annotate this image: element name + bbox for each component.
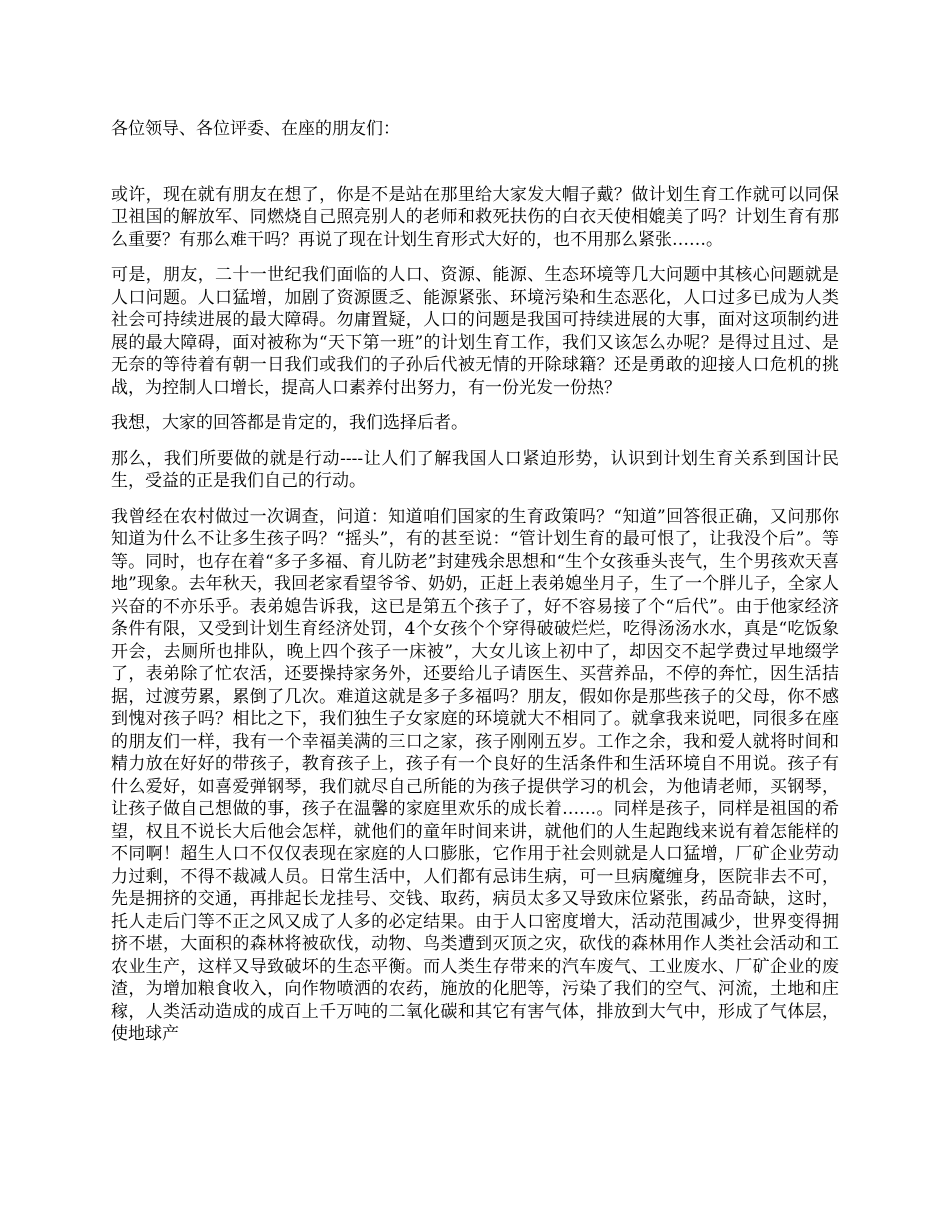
paragraph-1: 或许，现在就有朋友在想了，你是不是站在那里给大家发大帽子戴？做计划生育工作就可以同保卫祖国的解放军、同燃烧自己照亮别人的老师和救死扶伤的白衣天使相媲美了吗？计划生育有那么重要？有那么难干吗？再说了现在计划生育形式大好的，也不用那么紧张……。: [111, 184, 839, 250]
paragraph-2: 可是，朋友，二十一世纪我们面临的人口、资源、能源、生态环境等几大问题中其核心问题就是人口问题。人口猛增，加剧了资源匮乏、能源紧张、环境污染和生态恶化，人口过多已成为人类社会可持续进展的最大障碍。勿庸置疑，人口的问题是我国可持续进展的大事，面对这项制约进展的最大障碍，面对被称为“天下第一班”的计划生育工作，我们又该怎么办呢？是得过且过、是无奈的等待着有朝一日我们或我们的子孙后代被无情的开除球籍？还是勇敢的迎接人口危机的挑战，为控制人口增长，提高人口素养付出努力，有一份光发一份热？: [111, 265, 839, 398]
greeting: 各位领导、各位评委、在座的朋友们：: [111, 119, 400, 139]
document-page: [111, 118, 839, 1059]
paragraph-4: 那么，我们所要做的就是行动----让人们了解我国人口紧迫形势，认识到计划生育关系到国计民生，受益的正是我们自己的行动。: [111, 448, 839, 491]
paragraph-3: 我想，大家的回答都是肯定的，我们选择后者。: [111, 413, 468, 433]
paragraph-5: 我曾经在农村做过一次调查，问道：知道咱们国家的生育政策吗？“知道”回答很正确，又问那你知道为什么不让多生孩子吗？“摇头”，有的甚至说：“管计划生育的最可恨了，让我没个后”。等等。同时，也存在着“多子多福、育儿防老”封建残余思想和“生个女孩垂头丧气，生个男孩欢天喜地”现象。去年秋天，我回老家看望爷爷、奶奶，正赶上表弟媳坐月子，生了一个胖儿子，全家人兴奋的不亦乐乎。表弟媳告诉我，这已是第五个孩子了，好不容易接了个“后代”。由于他家经济条件有限，又受到计划生育经济处罚，4个女孩个个穿得破破烂烂，吃得汤汤水水，真是“吃饭象开会，去厕所也排队，晚上四个孩子一床被”，大女儿该上初中了，却因交不起学费过早地缀学了，表弟除了忙农活，还要操持家务外，还要给儿子请医生、买营养品，不停的奔忙，因生活拮据，过渡劳累，累倒了几次。难道这就是多子多福吗？朋友，假如你是那些孩子的父母，你不感到愧对孩子吗？相比之下，我们独生子女家庭的环境就大不相同了。就拿我来说吧，同很多在座的朋友们一样，我有一个幸福美满的三口之家，孩子刚刚五岁。工作之余，我和爱人就将时间和精力放在好好的带孩子，教育孩子上，孩子有一个良好的生活条件和生活环境自不用说。孩子有什么爱好，如喜爱弹钢琴，我们就尽自己所能的为孩子提供学习的机会，为他请老师，买钢琴，让孩子做自己想做的事，孩子在温馨的家庭里欢乐的成长着……。同样是孩子，同样是祖国的希望，权且不说长大后他会怎样，就他们的童年时间来讲，就他们的人生起跑线来说有着怎能样的不同啊！超生人口不仅仅表现在家庭的人口膨胀，它作用于社会则就是人口猛增，厂矿企业劳动力过剩，不得不裁减人员。日常生活中，人们都有忌讳生病，可一旦病魔缠身，医院非去不可，先是拥挤的交通，再排起长龙挂号、交钱、取药，病员太多又导致床位紧张，药品奇缺，这时，托人走后门等不正之风又成了人多的必定结果。由于人口密度增大，活动范围减少，世界变得拥挤不堪，大面积的森林将被砍伐，动物、鸟类遭到灭顶之灾，砍伐的森林用作人类社会活动和工农业生产，这样又导致破坏的生态平衡。而人类生存带来的汽车废气、工业废水、厂矿企业的废渣，为增加粮食收入，向作物喷洒的农药，施放的化肥等，污染了我们的空气、河流，土地和庄稼，人类活动造成的成百上千万吨的二氧化碳和其它有害气体，排放到大气中，形成了气体层，使地球产: [111, 506, 839, 1044]
